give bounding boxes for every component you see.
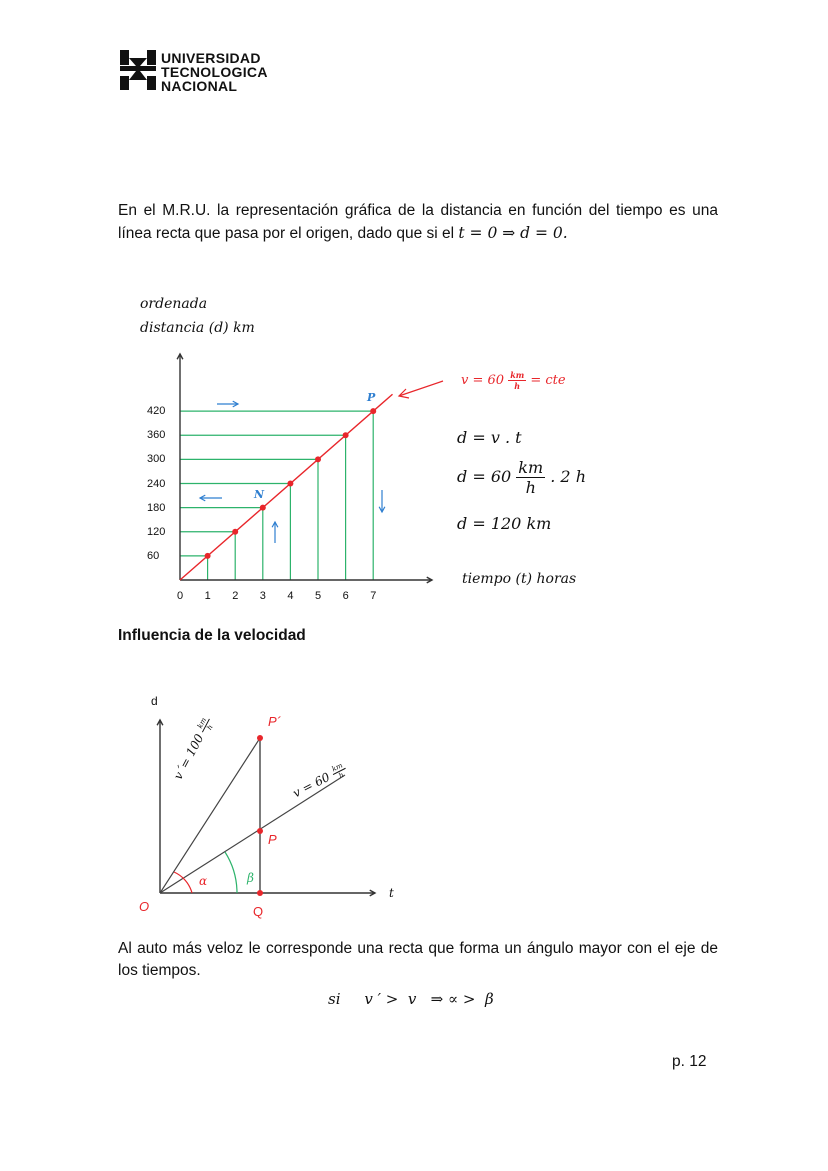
conclusion-paragraph: Al auto más veloz le corresponde una recta que forma un ángulo mayor con el eje de los tiempos. bbox=[118, 940, 718, 979]
axis-label-d: d bbox=[151, 694, 158, 708]
formula-2-num: km bbox=[518, 458, 544, 477]
y-axis-label-ordenada: ordenada bbox=[140, 296, 208, 312]
logo-line: UNIVERSIDAD bbox=[161, 50, 261, 66]
angle-beta: β bbox=[247, 871, 254, 885]
angle-alpha: α bbox=[199, 874, 208, 888]
x-tick-label: 2 bbox=[232, 590, 239, 602]
formula-2-b: . 2 h bbox=[550, 467, 586, 486]
point-label-o: O bbox=[139, 899, 150, 914]
annotation-num: km bbox=[510, 370, 525, 380]
formula-1: d = v . t bbox=[457, 428, 522, 447]
point-label-n: N bbox=[254, 488, 265, 501]
y-tick-label: 240 bbox=[147, 477, 166, 490]
annotation-v: v = 60 bbox=[461, 373, 505, 388]
data-point bbox=[232, 529, 238, 535]
annotation-rest: = cte bbox=[530, 373, 566, 388]
axis-label-t: t bbox=[389, 886, 394, 900]
conclusion-formula: si v ′ > v ⇒ ∝ > β bbox=[328, 990, 494, 1008]
x-tick-label: 3 bbox=[259, 590, 266, 602]
page-number: p. 12 bbox=[672, 1053, 707, 1070]
y-tick-label: 60 bbox=[147, 549, 160, 562]
point-label-p2: P bbox=[268, 832, 277, 847]
x-tick-label: 5 bbox=[315, 590, 322, 602]
unit-den: h bbox=[205, 723, 215, 732]
y-axis-label: distancia (d) km bbox=[140, 320, 255, 336]
x-axis-label: tiempo (t) horas bbox=[462, 571, 577, 587]
y-tick-label: 360 bbox=[147, 429, 166, 442]
data-point bbox=[260, 505, 266, 511]
formula-3: d = 120 km bbox=[457, 514, 552, 533]
distance-line bbox=[180, 394, 393, 580]
y-tick-label: 120 bbox=[147, 525, 166, 538]
logo-line: TECNOLOGICA bbox=[161, 64, 268, 80]
x-tick-label: 4 bbox=[287, 590, 294, 602]
point-label-q: Q bbox=[253, 904, 264, 919]
y-tick-label: 300 bbox=[147, 453, 166, 466]
data-point bbox=[205, 553, 211, 559]
intro-formula: t = 0 ⇒ d = 0. bbox=[458, 224, 568, 242]
x-tick-label: 7 bbox=[370, 590, 377, 602]
intro-text: En el M.R.U. la representación gráfica de la distancia en función del tiempo es una línea recta que pasa por el origen, dado que si el bbox=[118, 202, 718, 242]
formula-2-den: h bbox=[525, 478, 536, 497]
data-point bbox=[315, 456, 321, 462]
velocity-annotation bbox=[461, 370, 566, 391]
logo-line: NACIONAL bbox=[161, 78, 238, 94]
point-label-p: P bbox=[367, 391, 376, 404]
unit-num: km bbox=[195, 715, 210, 732]
section-title: Influencia de la velocidad bbox=[118, 627, 306, 644]
y-tick-label: 180 bbox=[147, 501, 166, 514]
point-label-p-prime: P´ bbox=[268, 714, 281, 729]
line-v-prime bbox=[160, 738, 260, 893]
x-tick-label: 6 bbox=[342, 590, 349, 602]
x-tick-label: 0 bbox=[177, 590, 184, 602]
chart2-point bbox=[257, 890, 263, 896]
annotation-arrow bbox=[399, 381, 443, 396]
chart2-point bbox=[257, 828, 263, 834]
angle-beta-arc bbox=[225, 852, 237, 893]
data-point bbox=[370, 408, 376, 414]
data-point bbox=[343, 432, 349, 438]
y-tick-label: 420 bbox=[147, 405, 166, 418]
formula-2 bbox=[457, 458, 586, 497]
chart2-point bbox=[257, 735, 263, 741]
annotation-den: h bbox=[514, 381, 521, 391]
label-v-value: v = 60 bbox=[290, 769, 333, 801]
unit-den: h bbox=[337, 770, 346, 781]
label-v-prime-value: v´= 100 bbox=[170, 731, 207, 783]
formula-2-a: d = 60 bbox=[457, 467, 512, 486]
data-point bbox=[287, 481, 293, 487]
x-tick-label: 1 bbox=[204, 590, 211, 602]
unit-num: km bbox=[329, 760, 346, 775]
